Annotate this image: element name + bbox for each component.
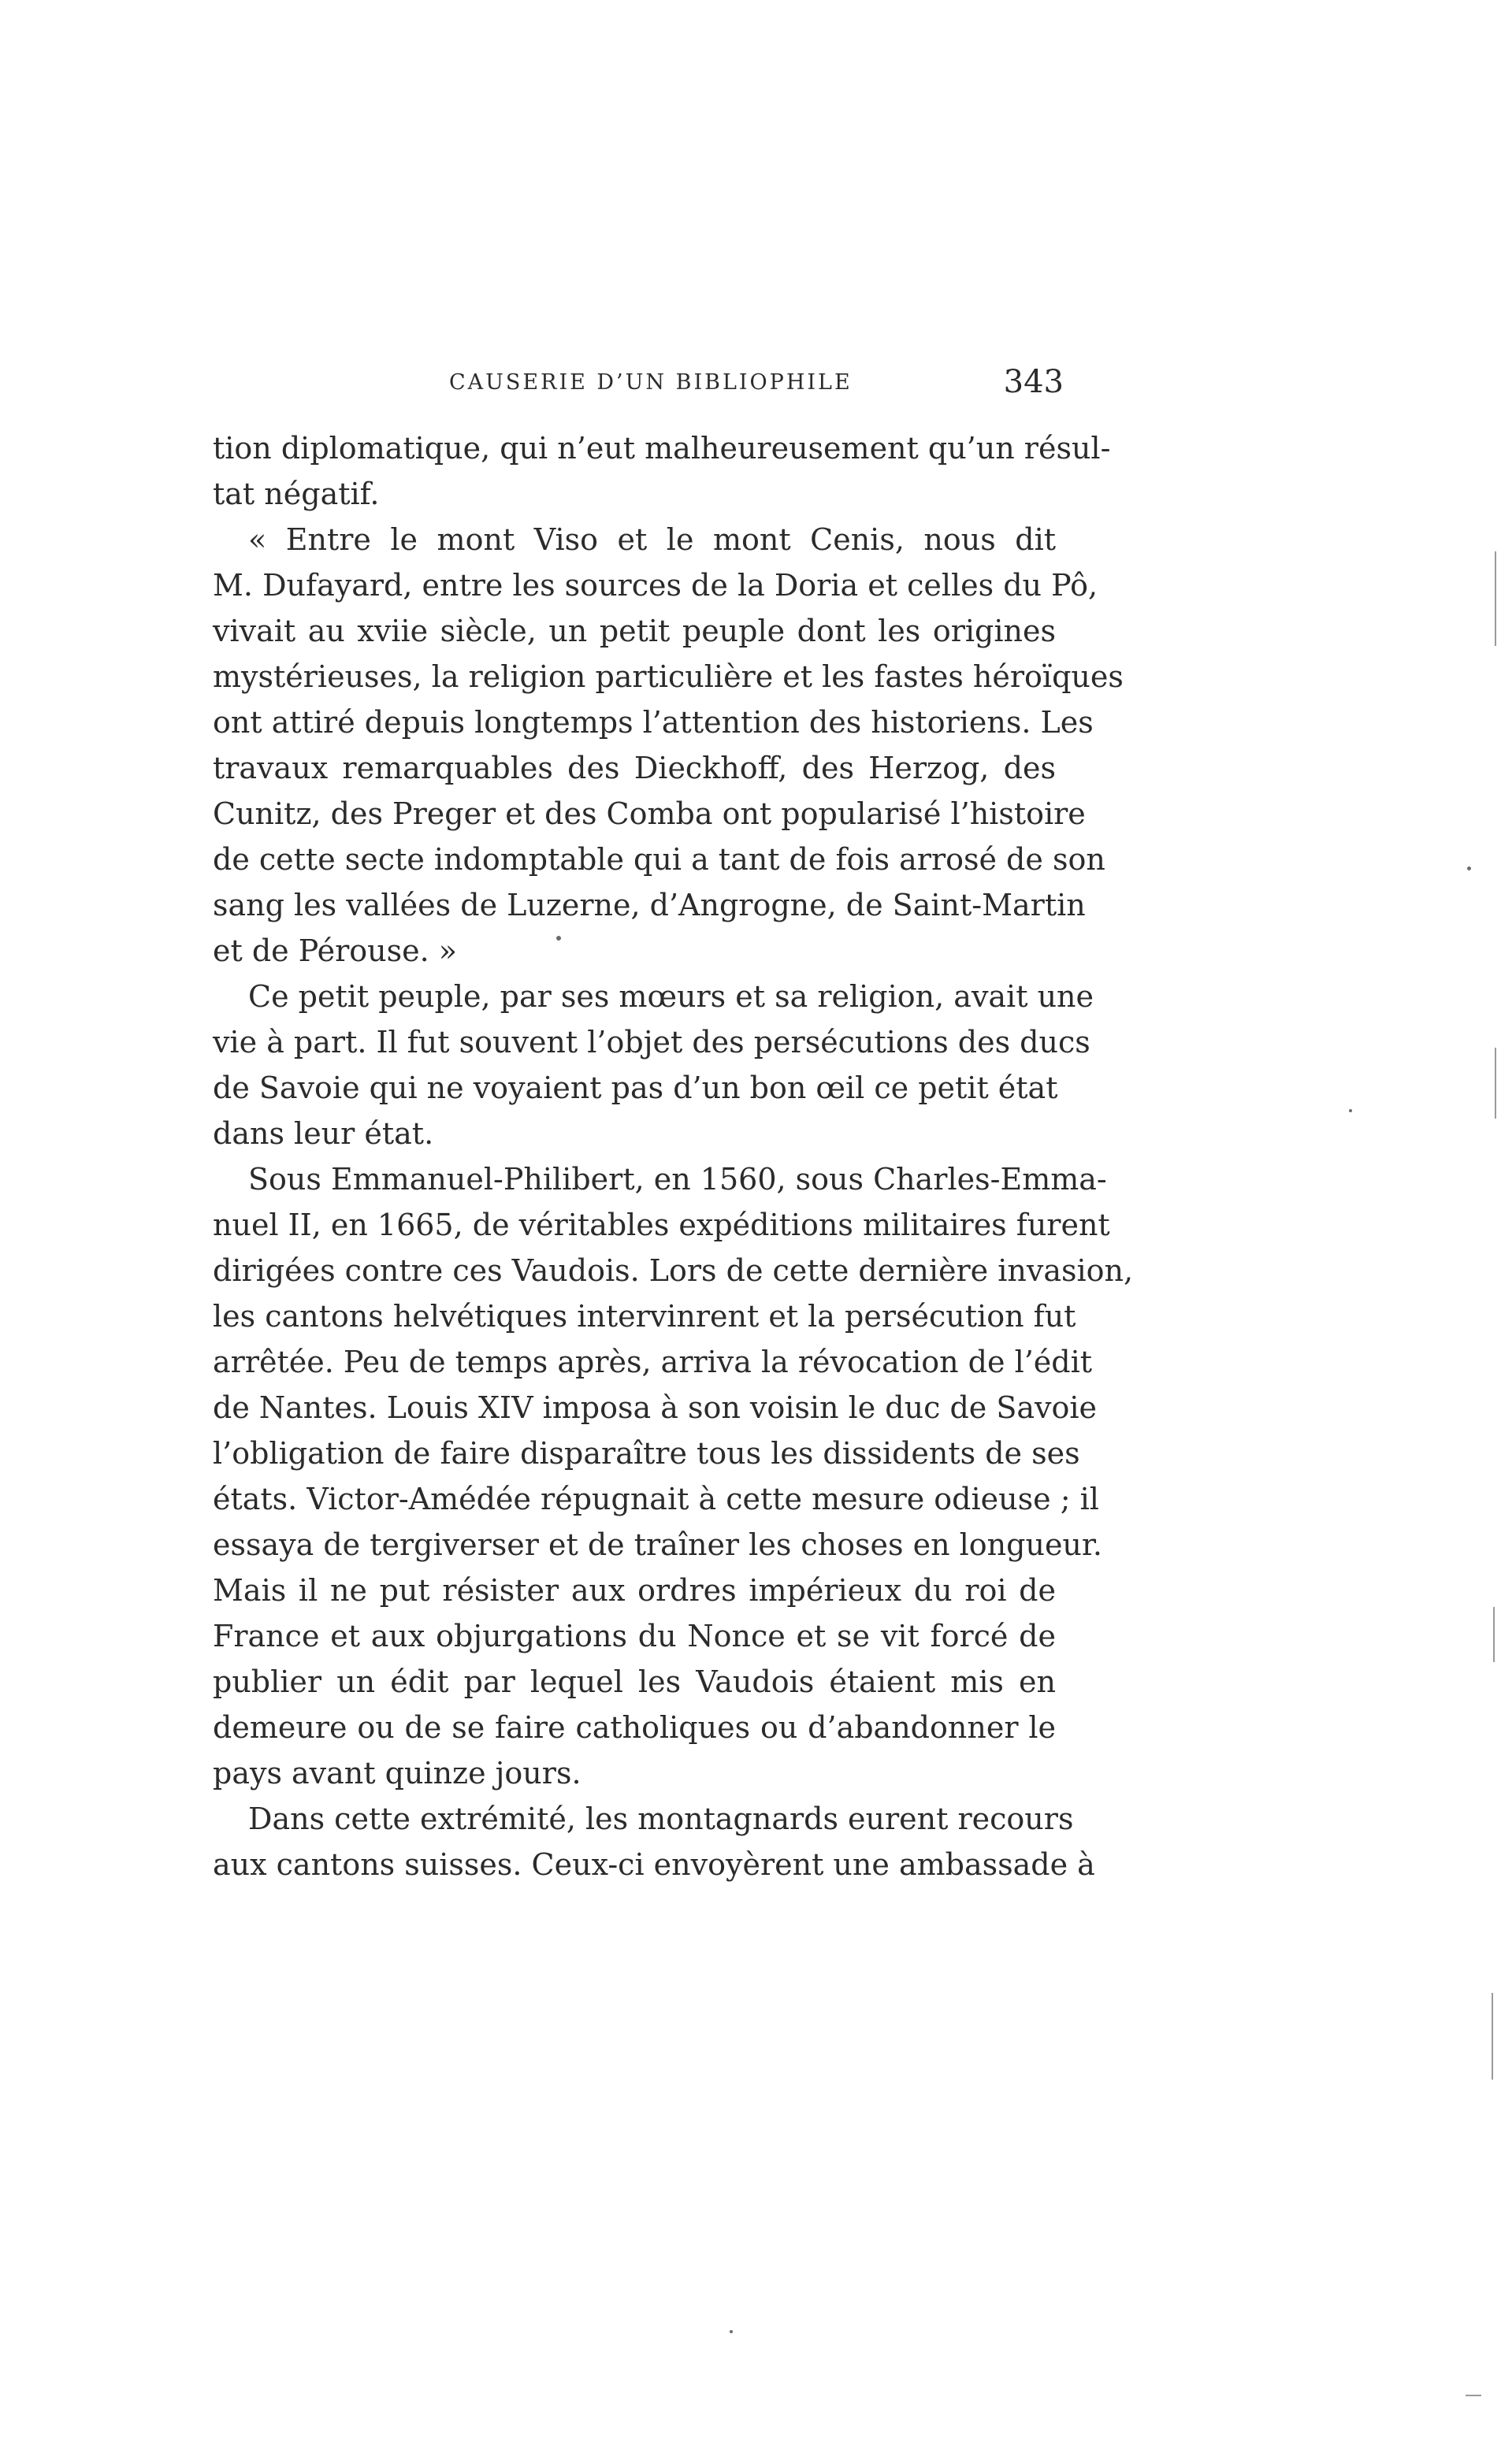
text-line: tion diplomatique, qui n’eut malheureusement qu’un résul- — [213, 431, 1111, 466]
page-number: 343 — [1003, 364, 1064, 400]
text-line: aux cantons suisses. Ceux-ci envoyèrent une ambassade à — [213, 1847, 1095, 1882]
text-line: travaux remarquables des Dieckhoff, des Herzog, des — [213, 751, 1056, 785]
text-line: dirigées contre ces Vaudois. Lors de cette dernière invasion, — [213, 1253, 1134, 1288]
text-line: M. Dufayard, entre les sources de la Doria et celles du Pô, — [213, 568, 1098, 603]
scan-edge-mark — [1492, 1993, 1493, 2080]
text-line: arrêtée. Peu de temps après, arriva la révocation de l’édit — [213, 1345, 1093, 1379]
text-line: vie à part. Il fut souvent l’objet des persécutions des ducs — [213, 1025, 1090, 1059]
body-text — [213, 425, 1134, 1887]
ink-speck — [1467, 866, 1471, 870]
running-title: CAUSERIE D’UN BIBLIOPHILE — [449, 370, 853, 395]
scan-edge-mark — [1495, 1048, 1496, 1119]
paragraph — [213, 425, 1111, 517]
text-line: l’obligation de faire disparaître tous les dissidents de ses — [213, 1436, 1080, 1471]
paragraph — [213, 1156, 1134, 1796]
paragraph — [213, 517, 1124, 974]
text-line: France et aux objurgations du Nonce et se vit forcé de — [213, 1619, 1056, 1653]
text-line: mystérieuses, la religion particulière et les fastes héroïques — [213, 659, 1124, 694]
running-head — [213, 364, 1064, 411]
text-line: de cette secte indomptable qui a tant de fois arrosé de son — [213, 842, 1105, 877]
text-line: Dans cette extrémité, les montagnards eurent recours — [248, 1802, 1074, 1836]
text-line: de Nantes. Louis XIV imposa à son voisin le duc de Savoie — [213, 1390, 1098, 1425]
ink-speck — [556, 936, 561, 941]
paragraph — [213, 974, 1094, 1156]
text-line: vivait au xviie siècle, un petit peuple dont les origines — [213, 614, 1056, 648]
text-line: Mais il ne put résister aux ordres impérieux du roi de — [213, 1573, 1056, 1608]
text-line: publier un édit par lequel les Vaudois étaient mis en — [213, 1664, 1056, 1699]
ink-speck — [1349, 1109, 1352, 1112]
paragraph — [213, 1796, 1095, 1887]
text-line: états. Victor-Amédée répugnait à cette mesure odieuse ; il — [213, 1482, 1099, 1516]
text-line: Cunitz, des Preger et des Comba ont popularisé l’histoire — [213, 796, 1086, 831]
text-line: essaya de tergiverser et de traîner les choses en longueur. — [213, 1527, 1102, 1562]
text-line: de Savoie qui ne voyaient pas d’un bon œil ce petit état — [213, 1071, 1058, 1105]
text-line: sang les vallées de Luzerne, d’Angrogne, de Saint-Martin — [213, 888, 1086, 922]
scan-edge-mark — [1493, 1607, 1495, 1662]
text-line: « Entre le mont Viso et le mont Cenis, nous dit — [248, 522, 1056, 557]
text-line: pays avant quinze jours. — [213, 1756, 581, 1790]
scan-edge-mark — [1495, 551, 1496, 646]
text-line: et de Pérouse. » — [213, 933, 457, 968]
text-line: dans leur état. — [213, 1116, 434, 1151]
text-line: Ce petit peuple, par ses mœurs et sa religion, avait une — [248, 979, 1094, 1014]
ink-speck — [730, 2330, 733, 2333]
text-line: nuel II, en 1665, de véritables expéditions militaires furent — [213, 1208, 1110, 1242]
text-line: demeure ou de se faire catholiques ou d’abandonner le — [213, 1710, 1056, 1745]
scan-edge-mark — [1466, 2395, 1481, 2396]
text-line: ont attiré depuis longtemps l’attention des historiens. Les — [213, 705, 1094, 740]
text-line: Sous Emmanuel-Philibert, en 1560, sous Charles-Emma- — [248, 1162, 1107, 1197]
text-line: tat négatif. — [213, 477, 380, 511]
text-line: les cantons helvétiques intervinrent et la persécution fut — [213, 1299, 1076, 1334]
